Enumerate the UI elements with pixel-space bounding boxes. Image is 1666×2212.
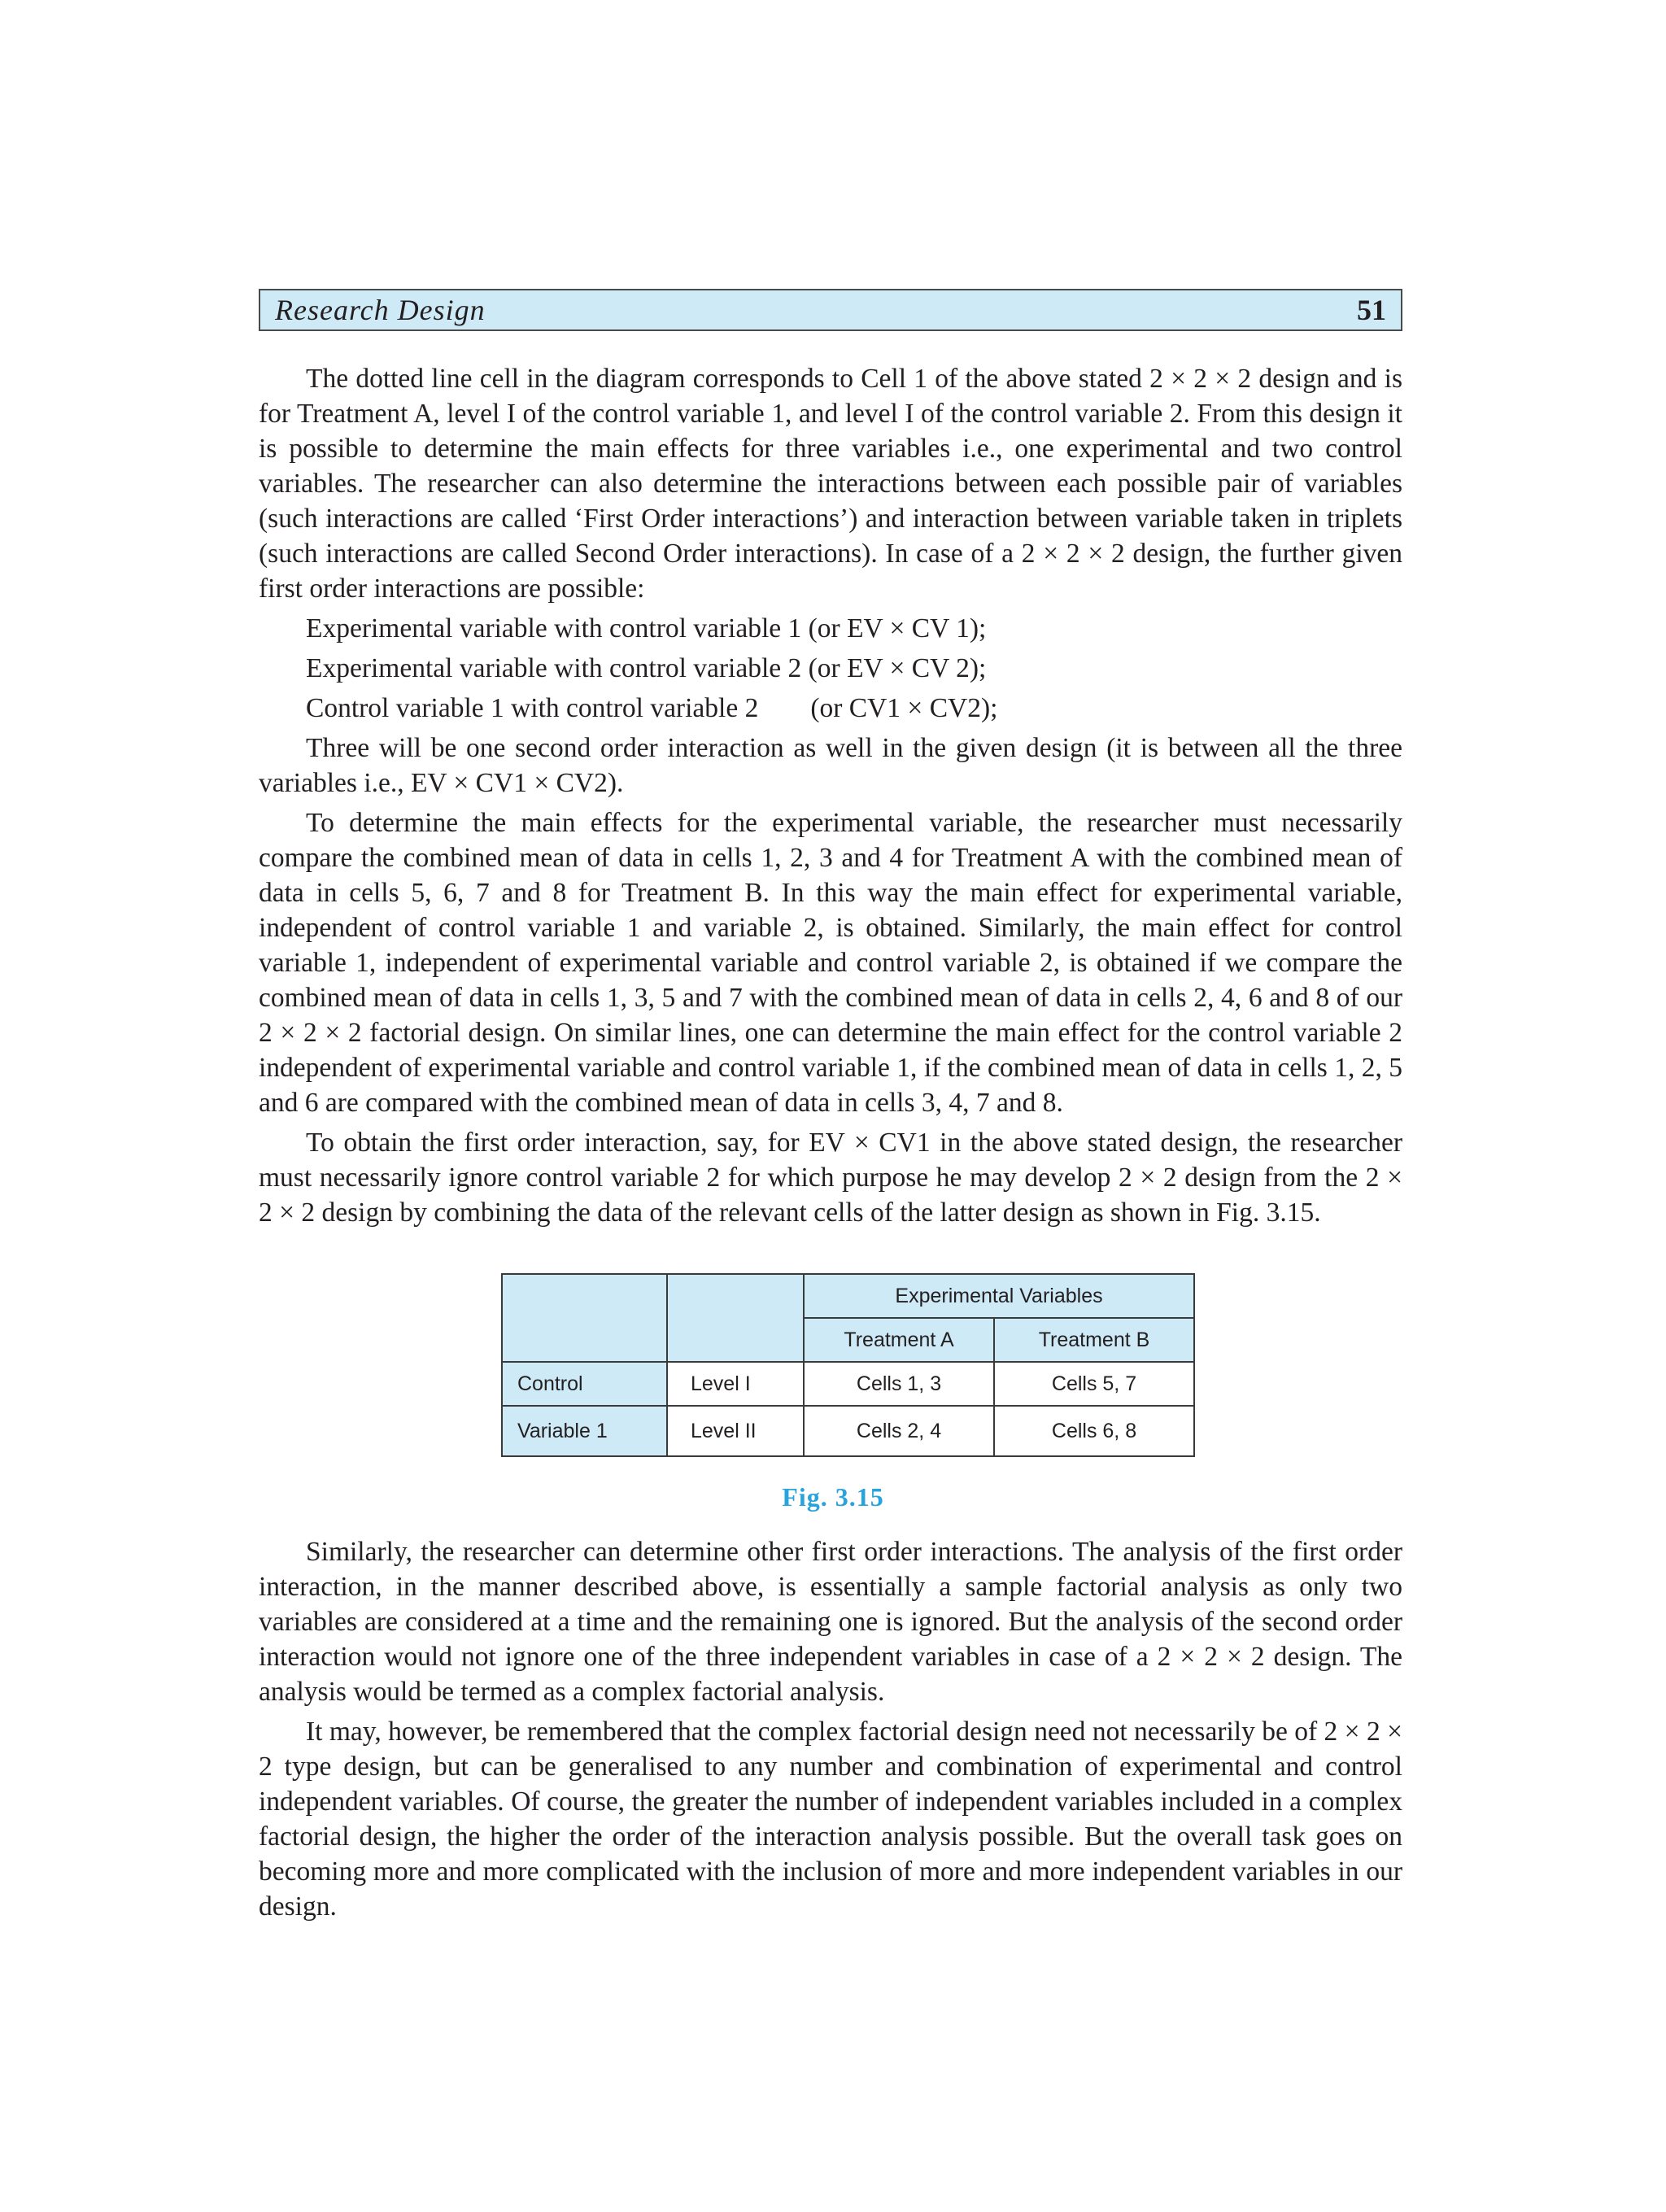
table-column-header: Treatment A	[804, 1318, 994, 1362]
figure-caption: Fig. 3.15	[782, 1482, 884, 1512]
running-header	[259, 289, 1402, 331]
list-item: Experimental variable with control variable 1 (or EV × CV 1);	[306, 613, 987, 644]
table-cell: Cells 1, 3	[804, 1362, 994, 1406]
table-corner-cell	[667, 1274, 804, 1362]
list-item-note: (or CV1 × CV2);	[810, 693, 998, 723]
table-row-label: Variable 1	[502, 1406, 667, 1456]
paragraph: Similarly, the researcher can determine other first order interactions. The analysis of the first order interaction, in the manner described above, is essentially a sample factorial analysis as only two variables are considered at a time and the remaining one is ignored. But the analysis of the second order interaction would not ignore one of the three independent variables in case of a 2 × 2 × 2 design. The analysis would be termed as a complex factorial analysis.	[259, 1537, 1402, 1707]
running-header-title: Research Design	[275, 294, 486, 326]
body-text-bottom	[259, 1534, 1402, 1929]
table-level-cell: Level I	[667, 1362, 804, 1406]
table-cell: Cells 6, 8	[994, 1406, 1194, 1456]
table-level-cell: Level II	[667, 1406, 804, 1456]
table-header-span: Experimental Variables	[804, 1274, 1194, 1318]
table-row	[502, 1362, 1194, 1406]
paragraph: Three will be one second order interaction as well in the given design (it is between all the three variables i.e., EV × CV1 × CV2).	[259, 733, 1402, 798]
list-item	[259, 691, 1402, 726]
figure-table	[501, 1273, 1195, 1457]
table-row-label: Control	[502, 1362, 667, 1406]
table-column-header: Treatment B	[994, 1318, 1194, 1362]
paragraph: The dotted line cell in the diagram corresponds to Cell 1 of the above stated 2 × 2 × 2 design and is for Treatment A, level I of the control variable 1, and level I of the control variable 2. From this design it is possible to determine the main effects for three variables i.e., one experimental and two control variables. The researcher can also determine the interactions between each possible pair of variables (such interactions are called ‘First Order interactions’) and interaction between variable taken in triplets (such interactions are called Second Order interactions). In case of a 2 × 2 × 2 design, the further given first order interactions are possible:	[259, 364, 1402, 604]
table-cell: Cells 5, 7	[994, 1362, 1194, 1406]
page-number: 51	[1357, 294, 1386, 326]
table-corner-cell	[502, 1274, 667, 1362]
body-text-top	[259, 361, 1402, 1235]
paragraph: To determine the main effects for the experimental variable, the researcher must necessarily compare the combined mean of data in cells 1, 2, 3 and 4 for Treatment A with the combined mean of data in cells 5, 6, 7 and 8 for Treatment B. In this way the main effect for experimental variable, independent of control variable 1 and variable 2, is obtained. Similarly, the main effect for control variable 1, independent of experimental variable and control variable 2, is obtained if we compare the combined mean of data in cells 1, 3, 5 and 7 with the combined mean of data in cells 2, 4, 6 and 8 of our 2 × 2 × 2 factorial design. On similar lines, one can determine the main effect for the control variable 2 independent of experimental variable and control variable 1, if the combined mean of data in cells 1, 2, 5 and 6 are compared with the combined mean of data in cells 3, 4, 7 and 8.	[259, 808, 1402, 1118]
list-item-text: Control variable 1 with control variable 2	[306, 693, 759, 723]
table-row	[502, 1406, 1194, 1456]
table-row	[502, 1274, 1194, 1318]
list-item: Experimental variable with control variable 2 (or EV × CV 2);	[306, 653, 987, 683]
table-cell: Cells 2, 4	[804, 1406, 994, 1456]
paragraph: It may, however, be remembered that the complex factorial design need not necessarily be of 2 × 2 × 2 type design, but can be generalised to any number and combination of experimental and control independent variables. Of course, the greater the number of independent variables included in a complex factorial design, the higher the order of the interaction analysis possible. But the overall task goes on becoming more and more complicated with the inclusion of more and more independent variables in our design.	[259, 1717, 1402, 1922]
paragraph: To obtain the first order interaction, say, for EV × CV1 in the above stated design, the researcher must necessarily ignore control variable 2 for which purpose he may develop 2 × 2 design from the 2 × 2 × 2 design by combining the data of the relevant cells of the latter design as shown in Fig. 3.15.	[259, 1128, 1402, 1228]
